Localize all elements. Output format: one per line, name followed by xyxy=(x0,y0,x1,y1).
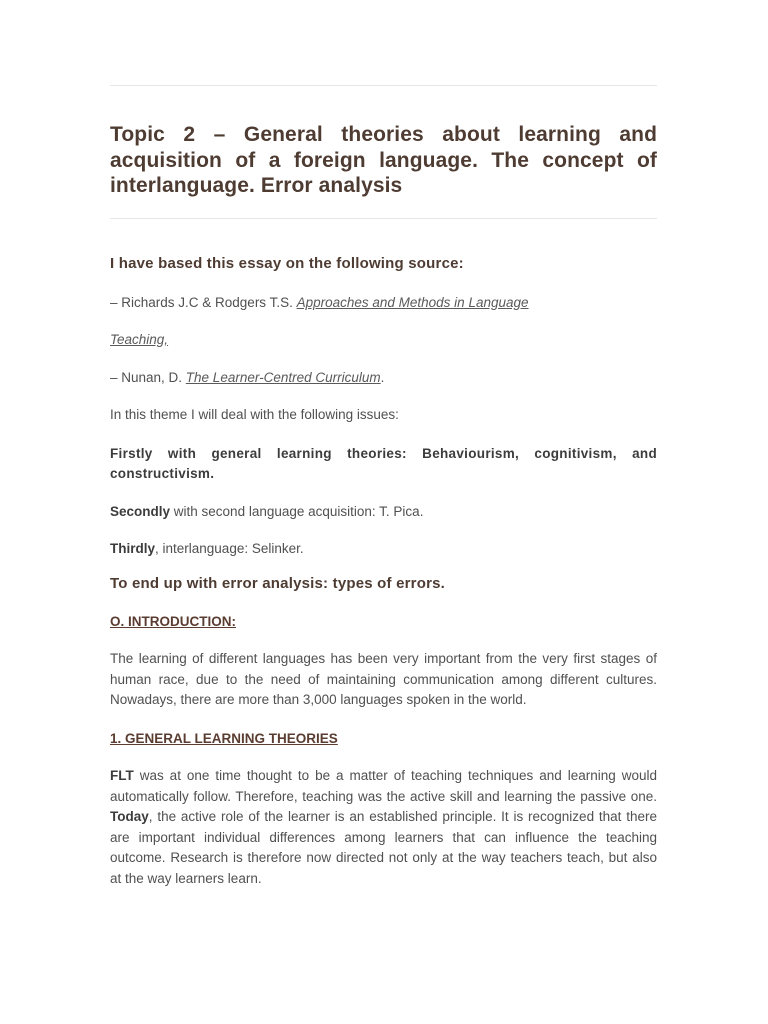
reference-richards-prefix: – Richards J.C & Rodgers T.S. xyxy=(110,294,297,310)
issue-thirdly xyxy=(110,539,657,560)
reference-nunan-suffix: . xyxy=(380,369,385,385)
reference-richards-link-continued[interactable]: Teaching, xyxy=(110,332,169,347)
today-bold: Today xyxy=(110,809,149,824)
paragraph-text-1: was at one time thought to be a matter of teaching techniques and learning would automatically follow. Therefore, teaching was the active skill and learning the passive one. xyxy=(110,768,657,804)
reference-nunan xyxy=(110,368,657,389)
section-introduction-heading: O. INTRODUCTION: xyxy=(110,613,236,629)
issue-firstly: Firstly with general learning theories: Behaviourism, cognitivism, and constructivism. xyxy=(110,445,657,481)
section-learning-theories-paragraph xyxy=(110,766,657,889)
issue-thirdly-bold: Thirdly xyxy=(110,541,156,556)
page-title: Topic 2 – General theories about learning and acquisition of a foreign language. The concept of interlanguage. Error analysis xyxy=(110,123,657,197)
flt-bold: FLT xyxy=(110,768,134,783)
reference-richards xyxy=(110,293,657,314)
error-analysis-heading: To end up with error analysis: types of errors. xyxy=(110,574,446,592)
reference-richards-link[interactable]: Approaches and Methods in Language xyxy=(296,294,529,310)
top-divider xyxy=(110,85,657,86)
document-page xyxy=(110,0,657,889)
source-heading: I have based this essay on the following source: xyxy=(110,254,464,272)
reference-richards-continued xyxy=(110,330,657,351)
section-introduction-paragraph: The learning of different languages has been very important from the very first stages of human race, due to the need of maintaining communication among different cultures. Nowadays, there are more than 3,000 languages spoken in the world. xyxy=(110,651,657,707)
issue-secondly-bold: Secondly xyxy=(110,503,171,519)
issue-thirdly-text: , interlanguage: Selinker. xyxy=(155,541,304,556)
issue-secondly-text: with second language acquisition: T. Pica. xyxy=(170,503,424,519)
issues-intro: In this theme I will deal with the following issues: xyxy=(110,407,399,422)
reference-nunan-prefix: – Nunan, D. xyxy=(110,369,186,385)
issue-secondly xyxy=(110,502,657,523)
section-learning-theories-heading: 1. GENERAL LEARNING THEORIES xyxy=(110,730,338,746)
title-divider xyxy=(110,218,657,219)
paragraph-text-2: , the active role of the learner is an established principle. It is recognized that there are important individual differences among learners that can influence the teaching outcome. Research is therefore now directed not only at the way teachers teach, but also at the way learners learn. xyxy=(110,809,657,886)
reference-nunan-link[interactable]: The Learner-Centred Curriculum xyxy=(185,369,381,385)
